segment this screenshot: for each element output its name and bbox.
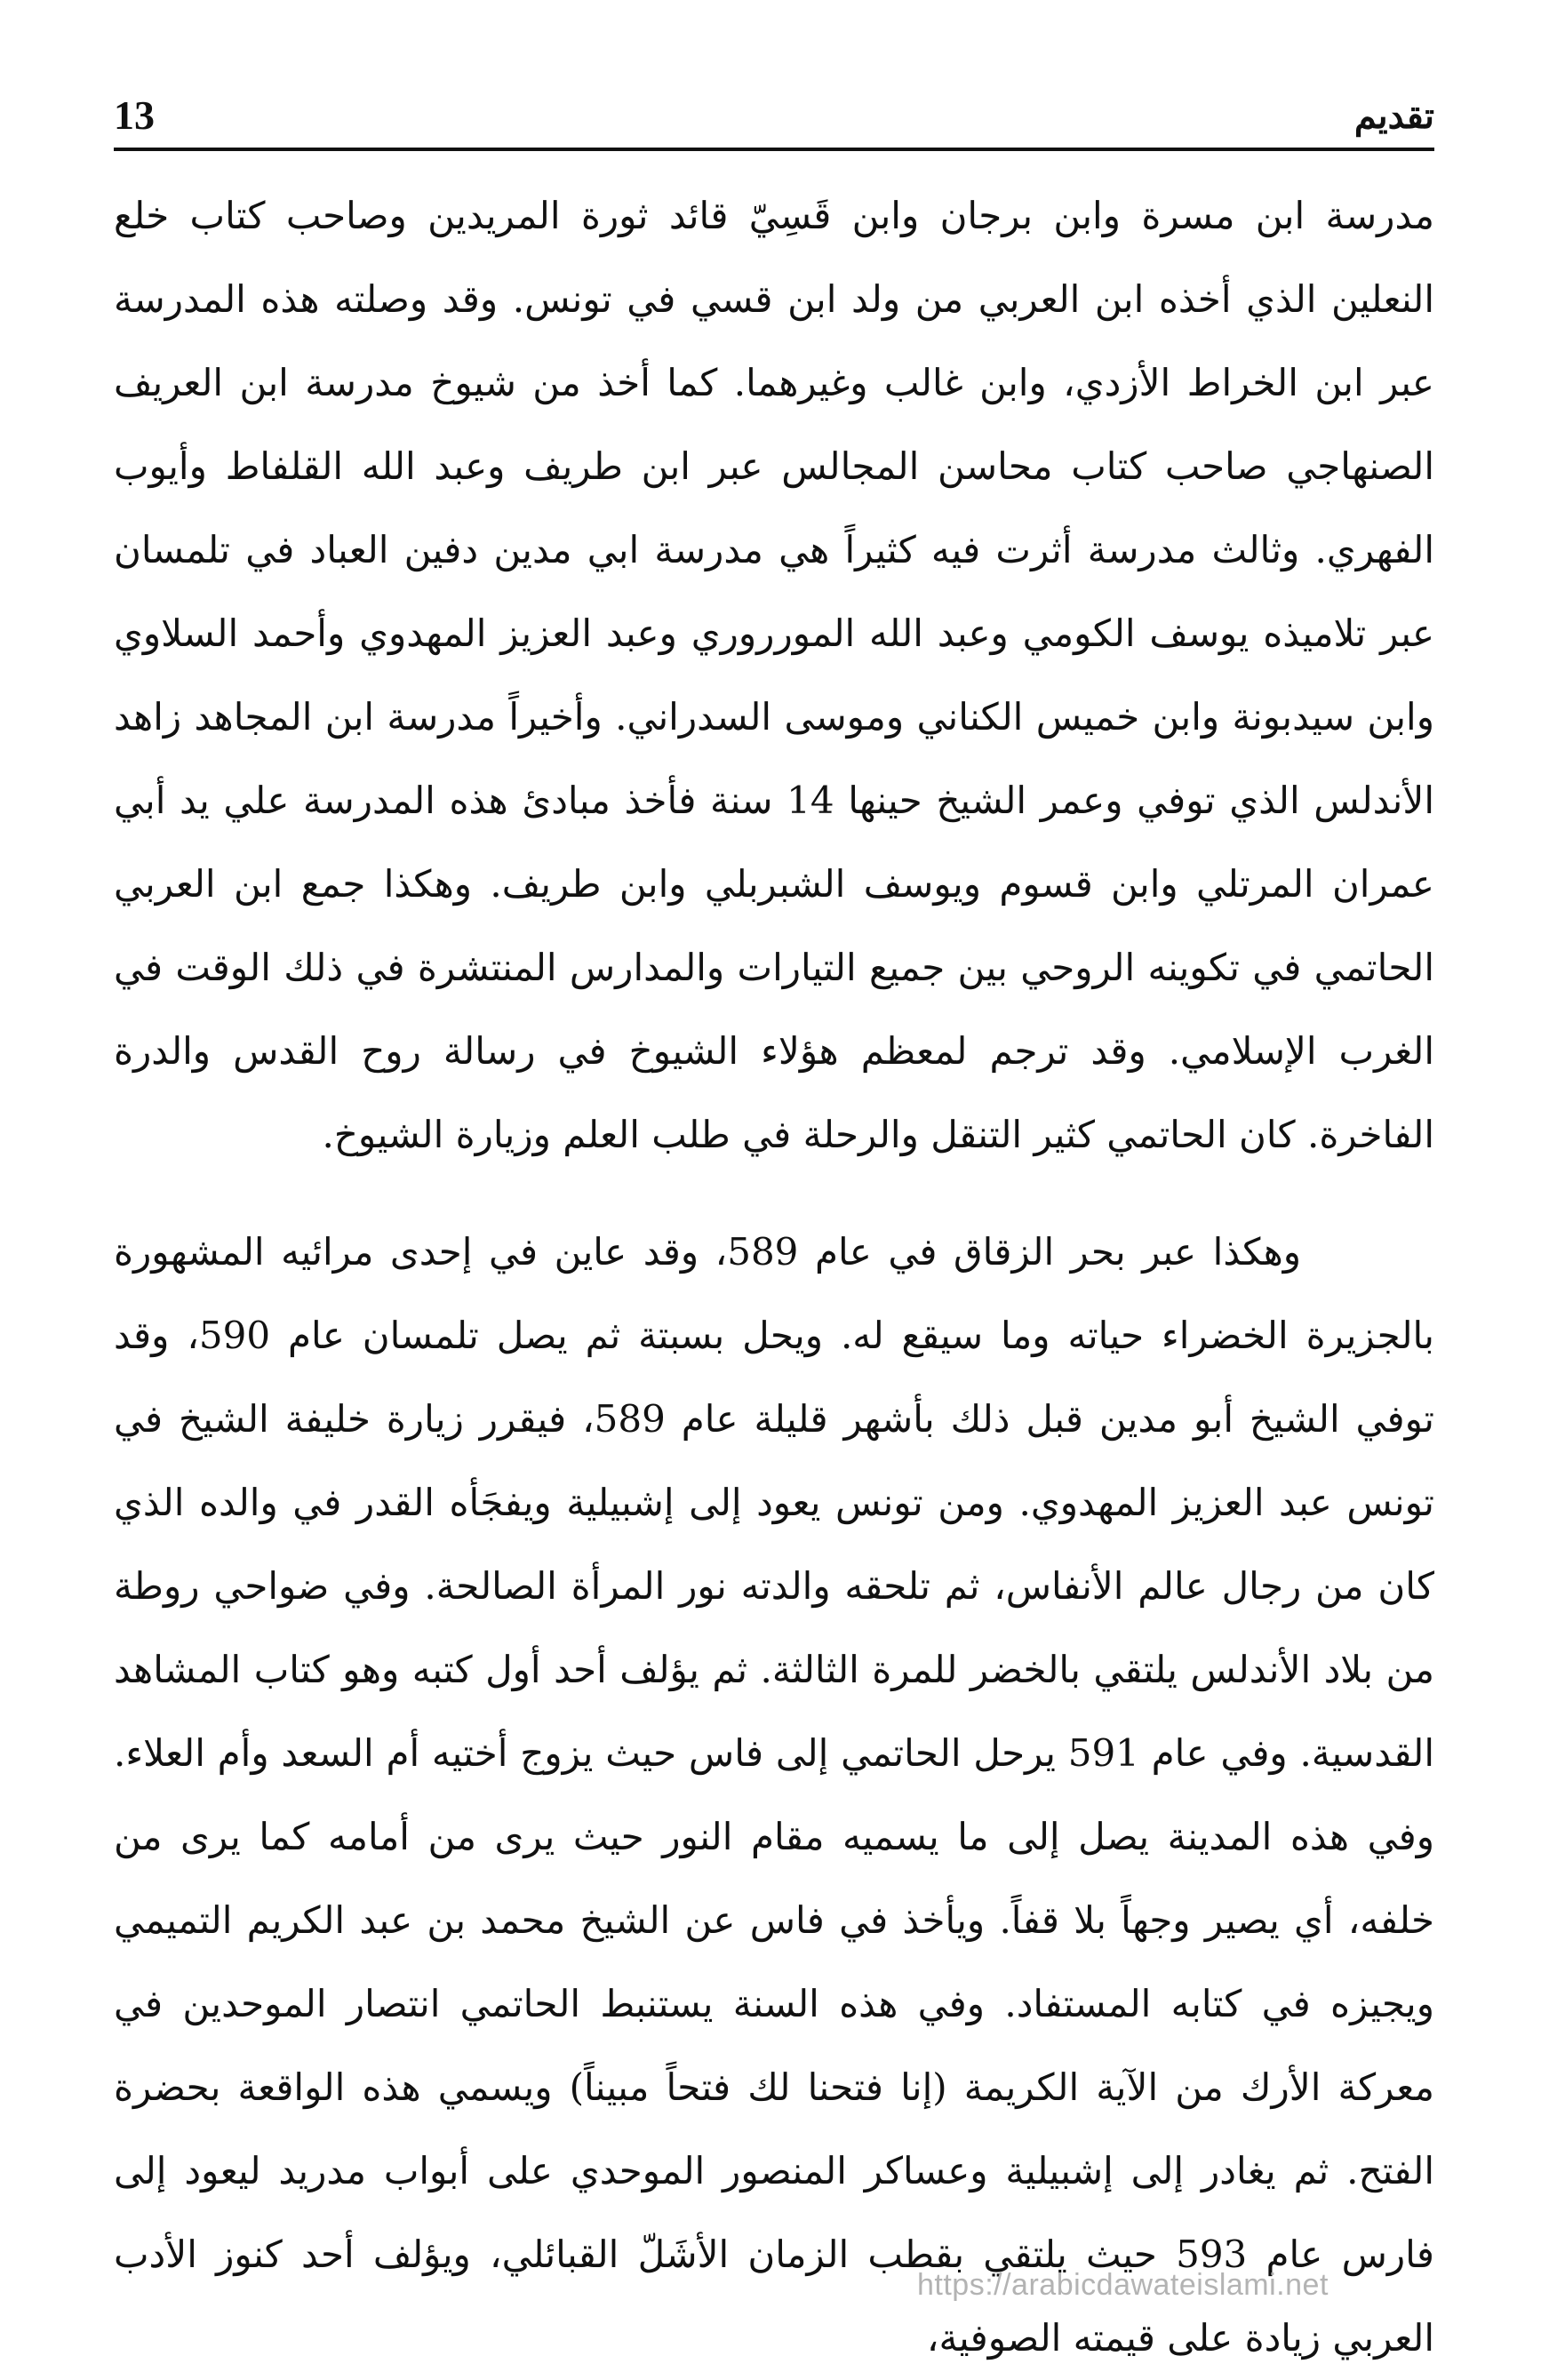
running-head: تقديم	[1353, 95, 1434, 137]
paragraph-2: وهكذا عبر بحر الزقاق في عام 589، وقد عاين في إحدى مرائيه المشهورة بالجزيرة الخضراء حياته وما سيقع له. ويحل بسبتة ثم يصل تلمسان عام 590، وقد توفي الشيخ أبو مدين قبل ذلك بأشهر قليلة عام 589، فيقرر زيارة خليفة الشيخ في تونس عبد العزيز المهدوي. ومن تونس يعود إلى إشبيلية ويفجَأه القدر في والده الذي كان من رجال عالم الأنفاس، ثم تلحقه والدته نور المرأة الصالحة. وفي ضواحي روطة من بلاد الأندلس يلتقي بالخضر للمرة الثالثة. ثم يؤلف أحد أول كتبه وهو كتاب المشاهد القدسية. وفي عام 591 يرحل الحاتمي إلى فاس حيث يزوج أختيه أم السعد وأم العلاء. وفي هذه المدينة يصل إلى ما يسميه مقام النور حيث يرى من أمامه كما يرى من خلفه، أي يصير وجهاً بلا قفاً. ويأخذ في فاس عن الشيخ محمد بن عبد الكريم التميمي ويجيزه في كتابه المستفاد. وفي هذه السنة يستنبط الحاتمي انتصار الموحدين في معركة الأرك من الآية الكريمة (إنا فتحنا لك فتحاً مبيناً) ويسمي هذه الواقعة بحضرة الفتح. ثم يغادر إلى إشبيلية وعساكر المنصور الموحدي على أبواب مدريد ليعود إلى فارس عام 593 حيث يلتقي بقطب الزمان الأشَلّ القبائلي، ويؤلف أحد كنوز الأدب العربي زيادة على قيمته الصوفية،	[114, 1230, 1435, 2360]
page-number: 13	[114, 92, 155, 138]
watermark-url: https://arabicdawateislami.net	[917, 2268, 1329, 2302]
paragraph-1: مدرسة ابن مسرة وابن برجان وابن قَسِيّ قائد ثورة المريدين وصاحب كتاب خلع النعلين الذي أخذه ابن العربي من ولد ابن قسي في تونس. وقد وصلته هذه المدرسة عبر ابن الخراط الأزدي، وابن غالب وغيرهما. كما أخذ من شيوخ مدرسة ابن العريف الصنهاجي صاحب كتاب محاسن المجالس عبر ابن طريف وعبد الله القلفاط وأيوب الفهري. وثالث مدرسة أثرت فيه كثيراً هي مدرسة ابي مدين دفين العباد في تلمسان عبر تلاميذه يوسف الكومي وعبد الله المورروري وعبد العزيز المهدوي وأحمد السلاوي وابن سيدبونة وابن خميس الكناني وموسى السدراني. وأخيراً مدرسة ابن المجاهد زاهد الأندلس الذي توفي وعمر الشيخ حينها 14 سنة فأخذ مبادئ هذه المدرسة علي يد أبي عمران المرتلي وابن قسوم ويوسف الشبربلي وابن طريف. وهكذا جمع ابن العربي الحاتمي في تكوينه الروحي بين جميع التيارات والمدارس المنتشرة في ذلك الوقت في الغرب الإسلامي. وقد ترجم لمعظم هؤلاء الشيوخ في رسالة روح القدس والدرة الفاخرة. كان الحاتمي كثير التنقل والرحلة في طلب العلم وزيارة الشيوخ.	[114, 194, 1434, 1156]
body-text	[114, 174, 1434, 2380]
page-header	[114, 80, 1434, 151]
